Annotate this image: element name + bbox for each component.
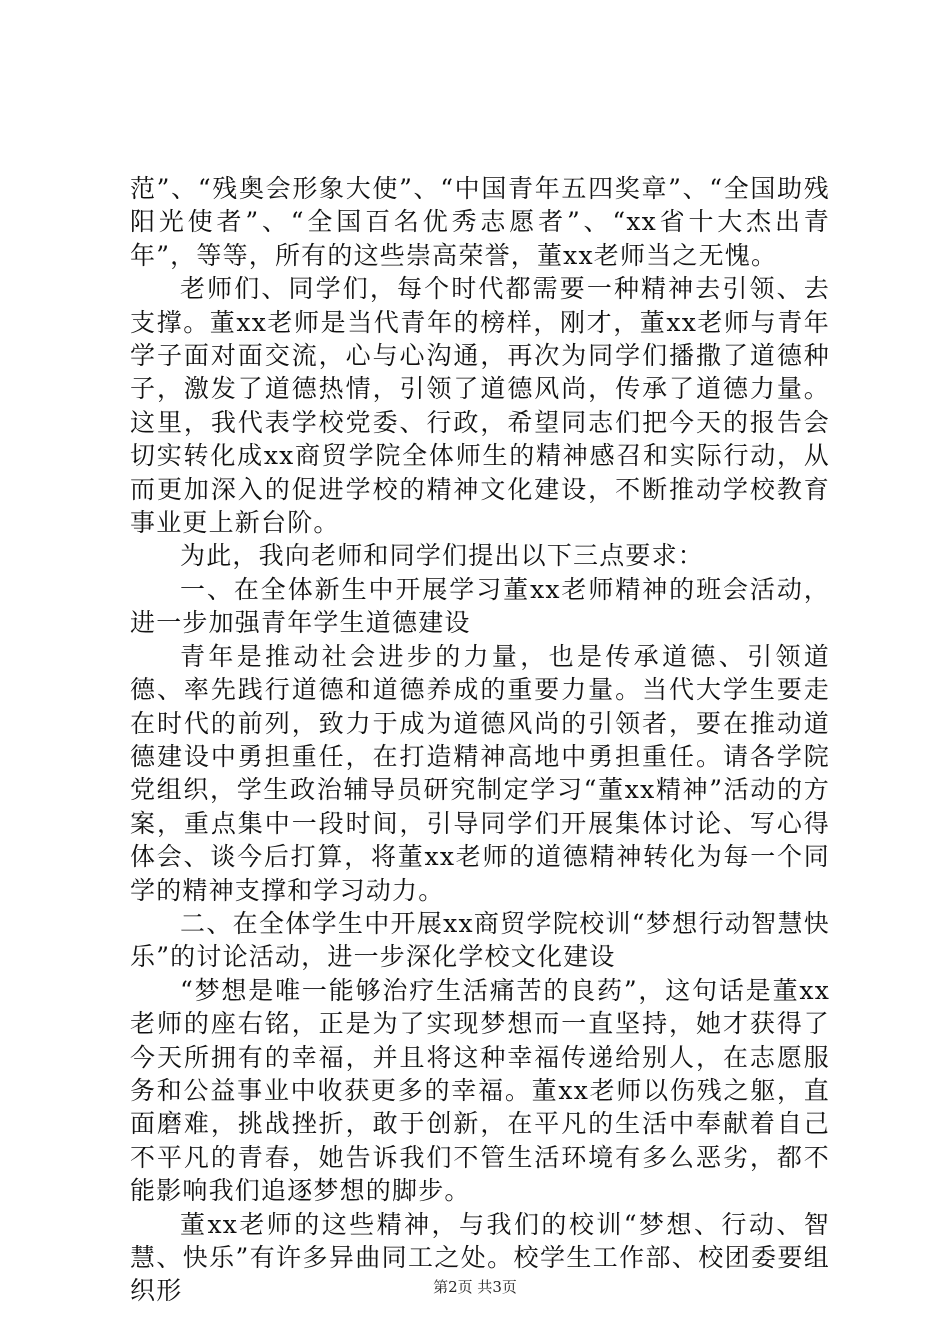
page-footer: 第2页 共3页 bbox=[433, 1278, 517, 1296]
paragraph-5: 青年是推动社会进步的力量，也是传承道德、引领道德、率先践行道德和道德养成的重要力量。当代大学生要走在时代的前列，致力于成为道德风尚的引领者，要在推动道德建设中勇担重任，在打造精神高地中勇担重任。请各学院党组织，学生政治辅导员研究制定学习“董xx精神”活动的方案，重点集中一段时间，引导同学们开展集体讨论、写心得体会、谈今后打算，将董xx老师的道德精神转化为每一个同学的精神支撑和学习动力。 bbox=[130, 641, 830, 905]
paragraph-1: 范”、“残奥会形象大使”、“中国青年五四奖章”、“全国助残阳光使者”、“全国百名优秀志愿者”、“xx省十大杰出青年”，等等，所有的这些崇高荣誉，董xx老师当之无愧。 bbox=[130, 174, 830, 270]
document-body bbox=[130, 172, 830, 1308]
paragraph-8: 董xx老师的这些精神，与我们的校训“梦想、行动、智慧、快乐”有许多异曲同工之处。校学生工作部、校团委要组织形 bbox=[130, 1209, 830, 1306]
paragraph-3: 为此，我向老师和同学们提出以下三点要求： bbox=[180, 541, 705, 571]
paragraph-2: 老师们、同学们，每个时代都需要一种精神去引领、去支撑。董xx老师是当代青年的榜样，刚才，董xx老师与青年学子面对面交流，心与心沟通，再次为同学们播撒了道德种子，激发了道德热情，引领了道德风尚，传承了道德力量。这里，我代表学校党委、行政，希望同志们把今天的报告会切实转化成xx商贸学院全体师生的精神感召和实际行动，从而更加深入的促进学校的精神文化建设，不断推动学校教育事业更上新台阶。 bbox=[130, 274, 830, 538]
paragraph-7: “梦想是唯一能够治疗生活痛苦的良药”，这句话是董xx老师的座右铭，正是为了实现梦想而一直坚持，她才获得了今天所拥有的幸福，并且将这种幸福传递给别人，在志愿服务和公益事业中收获更多的幸福。董xx老师以伤残之躯，直面磨难，挑战挫折，敢于创新，在平凡的生活中奉献着自己不平凡的青春，她告诉我们不管生活环境有多么恶劣，都不能影响我们追逐梦想的脚步。 bbox=[130, 975, 830, 1206]
section-heading-2: 二、在全体学生中开展xx商贸学院校训“梦想行动智慧快乐”的讨论活动，进一步深化学校文化建设 bbox=[130, 908, 830, 972]
section-heading-1: 一、在全体新生中开展学习董xx老师精神的班会活动，进一步加强青年学生道德建设 bbox=[130, 574, 830, 638]
